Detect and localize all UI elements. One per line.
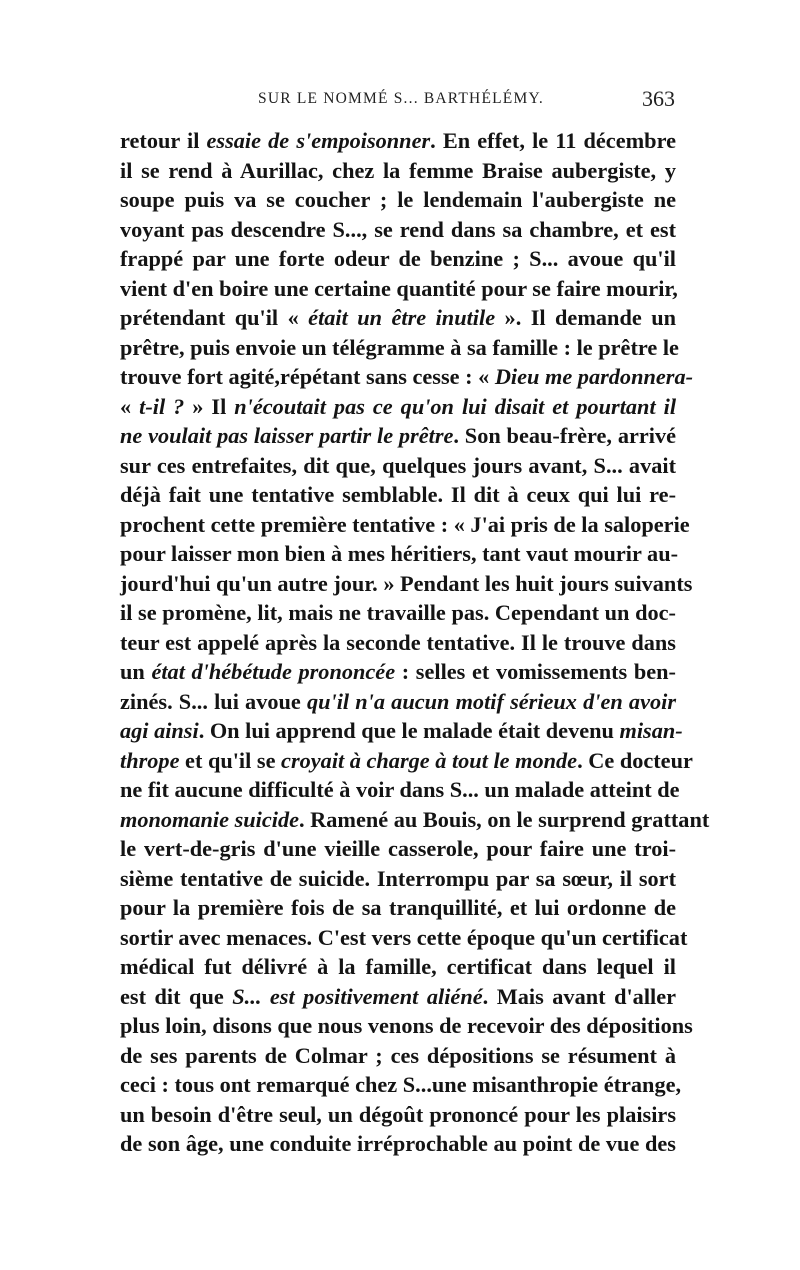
text-segment: frappé par une forte odeur de benzine ; S... avoue qu'il xyxy=(120,246,676,271)
text-segment: prétendant qu'il « xyxy=(120,305,309,330)
text-line xyxy=(120,1041,676,1071)
text-line xyxy=(120,1011,693,1041)
running-title: SUR LE NOMMÉ S... BARTHÉLÉMY. xyxy=(258,90,544,107)
text-line xyxy=(120,303,676,333)
text-segment: médical fut délivré à la famille, certificat dans lequel il xyxy=(120,954,676,979)
text-segment: il se rend à Aurillac, chez la femme Braise aubergiste, y xyxy=(120,157,676,183)
text-segment: de son âge, une conduite irréprochable au point de vue des xyxy=(120,1131,676,1156)
italic-text: misan- xyxy=(619,718,683,743)
text-segment: déjà fait une tentative semblable. Il dit à ceux qui lui re- xyxy=(120,482,676,507)
text-segment: ceci : tous ont remarqué chez S...une misanthropie étrange, xyxy=(120,1072,682,1097)
text-segment: . Mais avant d'aller xyxy=(482,983,676,1009)
text-segment: jourd'hui qu'un autre jour. » Pendant les huit jours suivants xyxy=(120,570,693,596)
italic-text: essaie de s'empoisonner xyxy=(206,128,431,153)
text-line xyxy=(120,775,680,805)
text-segment: zinés. S... lui avoue xyxy=(120,688,307,714)
text-line xyxy=(120,982,676,1012)
text-segment: teur est appelé après la seconde tentative. Il le trouve dans xyxy=(120,629,676,655)
text-line xyxy=(120,156,676,186)
text-segment: trouve fort agité,répétant sans cesse : « xyxy=(120,364,495,389)
text-line xyxy=(120,864,676,894)
text-line xyxy=(120,421,676,451)
italic-text: monomanie suicide xyxy=(120,806,300,832)
text-line xyxy=(120,333,679,363)
text-segment: pour la première fois de sa tranquillité, et lui ordonne de xyxy=(120,895,676,920)
text-segment: . Ce docteur xyxy=(577,747,693,773)
text-line xyxy=(120,1100,676,1130)
text-segment: prochent cette première tentative : « J'ai pris de la saloperie xyxy=(120,511,690,537)
text-line xyxy=(120,539,679,569)
text-segment: sième tentative de suicide. Interrompu par sa sœur, il sort xyxy=(120,865,676,891)
italic-text: croyait à charge à tout le monde xyxy=(281,747,578,773)
text-segment: un xyxy=(120,659,152,684)
text-segment: prêtre, puis envoie un télégramme à sa famille : le prêtre le xyxy=(120,334,679,360)
text-segment: le vert-de-gris d'une vieille casserole, pour faire une troi- xyxy=(120,836,676,861)
text-line xyxy=(120,126,676,156)
text-line xyxy=(120,480,676,510)
italic-text: Dieu me pardonnera- xyxy=(494,364,694,389)
text-segment: sur ces entrefaites, dit que, quelques jours avant, S... avait xyxy=(120,452,676,478)
text-segment: . On lui apprend que le malade était devenu xyxy=(198,718,620,743)
text-line xyxy=(120,746,693,776)
text-segment: soupe puis va se coucher ; le lendemain l'aubergiste ne xyxy=(120,187,676,212)
text-segment: retour il xyxy=(120,128,207,153)
text-segment: est dit que xyxy=(120,983,233,1009)
text-segment: il se promène, lit, mais ne travaille pas. Cependant un doc- xyxy=(120,600,676,625)
text-segment: pour laisser mon bien à mes héritiers, tant vaut mourir au- xyxy=(120,541,679,566)
text-line xyxy=(120,362,694,392)
italic-text: était un être inutile xyxy=(308,305,496,330)
page-number: 363 xyxy=(642,86,675,111)
text-segment: sortir avec menaces. C'est vers cette époque qu'un certificat xyxy=(120,924,688,950)
text-line xyxy=(120,392,676,422)
text-line xyxy=(120,274,676,304)
text-segment: et qu'il se xyxy=(179,747,282,773)
text-segment: de ses parents de Colmar ; ces dépositions se résument à xyxy=(120,1042,676,1068)
italic-text: thrope xyxy=(120,747,180,773)
italic-text: agi ainsi xyxy=(120,718,199,743)
body-text xyxy=(120,126,710,1159)
text-segment: ». Il demande un xyxy=(495,305,676,330)
text-segment: . Son beau-frère, arrivé xyxy=(453,423,676,448)
text-line xyxy=(120,923,688,953)
text-segment: un besoin d'être seul, un dégoût prononcé pour les plaisirs xyxy=(120,1101,676,1127)
text-line xyxy=(120,687,676,717)
italic-text: ne voulait pas laisser partir le prêtre xyxy=(120,423,454,448)
text-line xyxy=(120,628,676,658)
text-segment: ne fit aucune difficulté à voir dans S... un malade atteint de xyxy=(120,777,680,802)
page-header xyxy=(120,86,675,120)
italic-text: n'écoutait pas ce qu'on lui disait et pourtant il xyxy=(234,393,677,419)
text-line xyxy=(120,510,690,540)
text-line xyxy=(120,244,676,274)
text-line xyxy=(120,215,676,245)
italic-text: t-il ? xyxy=(139,393,185,419)
text-line xyxy=(120,598,676,628)
text-line xyxy=(120,451,676,481)
text-line xyxy=(120,1070,682,1100)
text-segment: . En effet, le 11 décembre xyxy=(430,128,676,153)
text-line xyxy=(120,657,676,687)
italic-text: S... est positivement aliéné xyxy=(232,983,483,1009)
text-line xyxy=(120,1129,676,1159)
text-line xyxy=(120,716,683,746)
text-segment: : selles et vomissements ben- xyxy=(395,659,676,684)
text-segment: voyant pas descendre S..., se rend dans sa chambre, et est xyxy=(120,216,676,242)
text-segment: plus loin, disons que nous venons de recevoir des dépositions xyxy=(120,1013,693,1038)
text-line xyxy=(120,569,693,599)
italic-text: qu'il n'a aucun motif sérieux d'en avoir xyxy=(306,688,676,714)
italic-text: état d'hébétude prononcée xyxy=(151,659,396,684)
text-segment: . Ramené au Bouis, on le surprend grattant xyxy=(299,806,710,832)
text-segment: » Il xyxy=(184,393,235,419)
text-line xyxy=(120,893,676,923)
text-segment: « xyxy=(120,393,140,419)
text-line xyxy=(120,834,676,864)
text-line xyxy=(120,805,710,835)
text-line xyxy=(120,185,676,215)
text-segment: vient d'en boire une certaine quantité pour se faire mourir, xyxy=(120,275,678,301)
text-line xyxy=(120,952,676,982)
